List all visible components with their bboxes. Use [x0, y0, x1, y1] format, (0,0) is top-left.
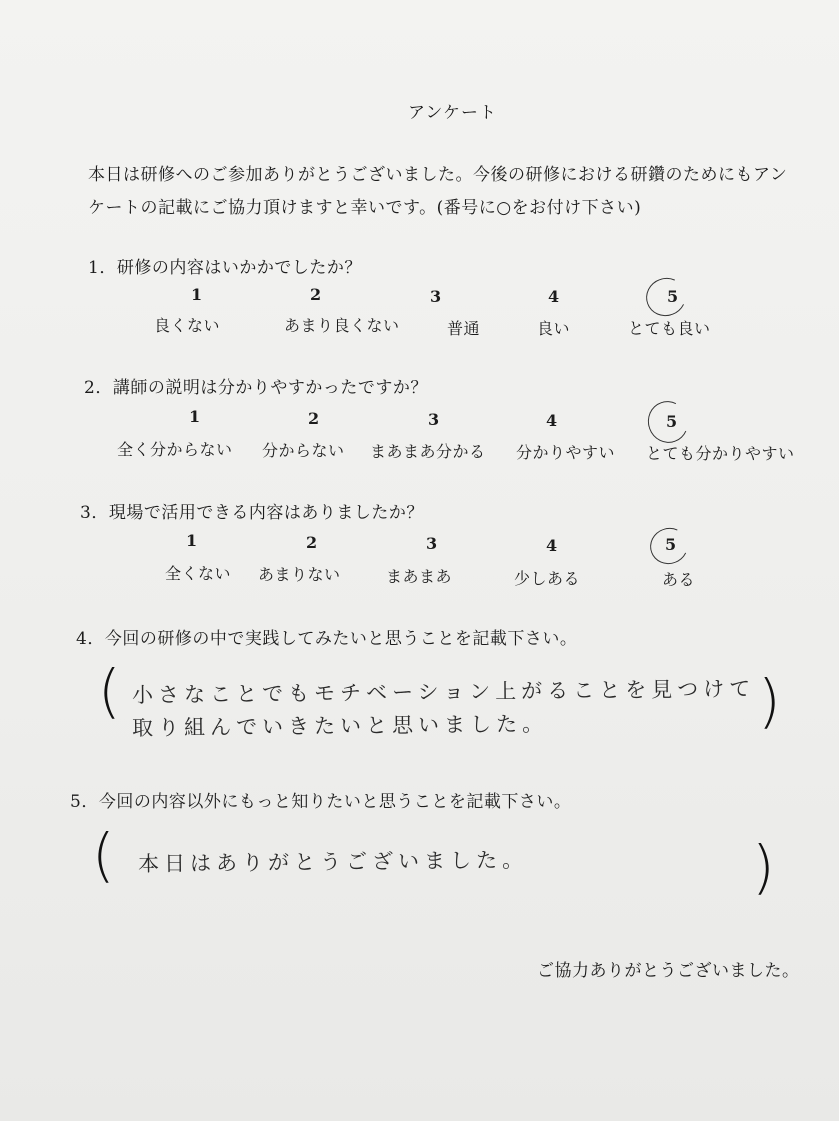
q2-option-1-label: 全く分からない: [117, 440, 233, 459]
q3-selection-circle: [645, 523, 693, 570]
closing-thanks: ご協力ありがとうございました。: [537, 961, 800, 981]
q3-option-5-number[interactable]: 5: [665, 535, 677, 554]
question-5-text: 5．今回の内容以外にもっと知りたいと思うことを記載下さい。: [70, 792, 572, 812]
q4-handwritten-line-2[interactable]: 取り組んでいきたいと思いました。: [131, 711, 549, 741]
q1-option-4-number[interactable]: 4: [548, 287, 560, 306]
q3-option-2-label: あまりない: [258, 565, 341, 584]
q3-option-2-number[interactable]: 2: [306, 533, 318, 552]
q5-open-paren: (: [92, 821, 115, 889]
q2-option-2-label: 分からない: [262, 441, 345, 460]
q2-option-1-number[interactable]: 1: [189, 407, 201, 426]
q1-option-1-label: 良くない: [154, 316, 221, 335]
q5-close-paren: ): [752, 833, 775, 901]
q3-option-3-number[interactable]: 3: [426, 534, 438, 553]
q2-option-3-label: まあまあ分かる: [370, 442, 486, 461]
q3-option-1-label: 全くない: [165, 564, 232, 583]
q1-option-2-label: あまり良くない: [284, 316, 400, 335]
q3-option-5-label: ある: [662, 570, 696, 589]
q3-option-4-number[interactable]: 4: [546, 536, 558, 555]
q1-option-5-number[interactable]: 5: [667, 287, 679, 306]
q3-option-1-number[interactable]: 1: [186, 531, 198, 550]
intro-line-1: 本日は研修へのご参加ありがとうございました。今後の研修における研鑽のためにもアン: [88, 165, 788, 185]
q2-option-3-number[interactable]: 3: [428, 410, 440, 429]
question-1-text: 1．研修の内容はいかかでしたか？: [88, 258, 362, 278]
question-4-text: 4．今回の研修の中で実践してみたいと思うことを記載下さい。: [76, 629, 578, 649]
question-2-text: 2．講師の説明は分かりやすかったですか？: [84, 378, 428, 398]
q2-option-5-number[interactable]: 5: [666, 412, 678, 431]
q4-close-paren: ): [758, 667, 781, 735]
q3-option-3-label: まあまあ: [386, 567, 453, 586]
q1-option-1-number[interactable]: 1: [191, 285, 203, 304]
q4-handwritten-line-1[interactable]: 小さなことでもモチベーション上がることを見つけて: [131, 676, 756, 708]
question-3-text: 3．現場で活用できる内容はありましたか？: [80, 503, 424, 523]
q4-open-paren: (: [98, 657, 121, 725]
q2-option-4-number[interactable]: 4: [546, 411, 558, 430]
q2-option-4-label: 分かりやすい: [516, 443, 616, 462]
q2-option-2-number[interactable]: 2: [308, 409, 320, 428]
q3-option-4-label: 少しある: [514, 569, 581, 588]
q1-option-3-number[interactable]: 3: [430, 287, 442, 306]
intro-line-2: ケートの記載にご協力頂けますと幸いです。(番号に○をお付け下さい): [88, 198, 642, 218]
q1-option-3-label: 普通: [447, 319, 481, 338]
q1-option-5-label: とても良い: [628, 319, 711, 338]
q5-handwritten-answer[interactable]: 本日はありがとうございました。: [137, 847, 529, 877]
q1-selection-circle: [641, 272, 692, 321]
q2-option-5-label: とても分かりやすい: [646, 444, 795, 463]
q1-option-2-number[interactable]: 2: [310, 285, 322, 304]
q1-option-4-label: 良い: [537, 319, 571, 338]
page-title: アンケート: [408, 103, 497, 123]
